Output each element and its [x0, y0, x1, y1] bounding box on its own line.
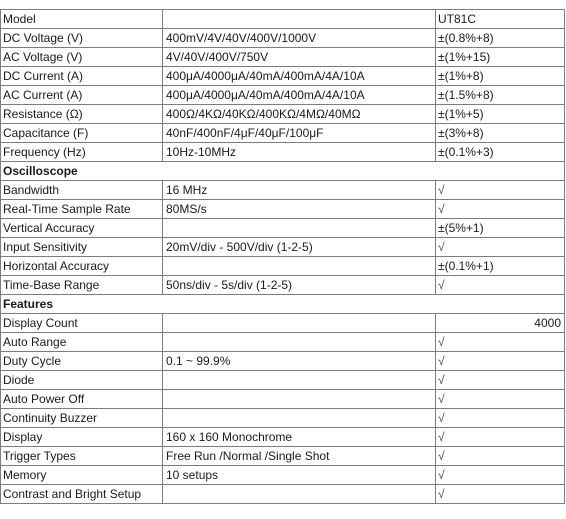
- table-row: [1, 447, 565, 466]
- row-label: Real-Time Sample Rate: [1, 200, 163, 219]
- table-row: [1, 29, 565, 48]
- table-row: [1, 314, 565, 333]
- row-range: [163, 485, 436, 504]
- table-row: [1, 352, 565, 371]
- row-value: ±(5%+1): [436, 219, 565, 238]
- row-value: ±(0.1%+3): [436, 143, 565, 162]
- row-value: UT81C: [436, 10, 565, 29]
- row-label: Display: [1, 428, 163, 447]
- row-range: [163, 257, 436, 276]
- row-value: √: [436, 276, 565, 295]
- row-value: √: [436, 409, 565, 428]
- row-label: Model: [1, 10, 163, 29]
- row-value: ±(0.1%+1): [436, 257, 565, 276]
- table-row: [1, 333, 565, 352]
- table-row: [1, 181, 565, 200]
- row-label: Vertical Accuracy: [1, 219, 163, 238]
- row-label: Horizontal Accuracy: [1, 257, 163, 276]
- table-row: [1, 466, 565, 485]
- table-row: [1, 124, 565, 143]
- row-value: √: [436, 485, 565, 504]
- section-header-row: [1, 295, 565, 314]
- row-label: Display Count: [1, 314, 163, 333]
- row-range: 16 MHz: [163, 181, 436, 200]
- row-value: ±(0.8%+8): [436, 29, 565, 48]
- row-label: Frequency (Hz): [1, 143, 163, 162]
- row-label: Memory: [1, 466, 163, 485]
- table-row: [1, 257, 565, 276]
- row-label: Time-Base Range: [1, 276, 163, 295]
- row-value: 4000: [436, 314, 565, 333]
- specification-table: [0, 9, 565, 504]
- row-value: √: [436, 428, 565, 447]
- row-value: √: [436, 447, 565, 466]
- row-label: Contrast and Bright Setup: [1, 485, 163, 504]
- row-label: Auto Range: [1, 333, 163, 352]
- row-label: Input Sensitivity: [1, 238, 163, 257]
- row-range: [163, 314, 436, 333]
- table-row: [1, 276, 565, 295]
- table-row: [1, 409, 565, 428]
- row-range: 400Ω/4KΩ/40KΩ/400KΩ/4MΩ/40MΩ: [163, 105, 436, 124]
- table-row: [1, 10, 565, 29]
- row-value: √: [436, 333, 565, 352]
- section-header-row: [1, 162, 565, 181]
- table-row: [1, 371, 565, 390]
- row-range: [163, 333, 436, 352]
- row-range: Free Run /Normal /Single Shot: [163, 447, 436, 466]
- row-range: [163, 390, 436, 409]
- row-value: √: [436, 200, 565, 219]
- row-range: 50ns/div - 5s/div (1-2-5): [163, 276, 436, 295]
- row-range: [163, 10, 436, 29]
- table-row: [1, 238, 565, 257]
- row-range: 0.1 ~ 99.9%: [163, 352, 436, 371]
- row-value: ±(1%+8): [436, 67, 565, 86]
- row-range: 400mV/4V/40V/400V/1000V: [163, 29, 436, 48]
- table-row: [1, 48, 565, 67]
- table-row: [1, 390, 565, 409]
- row-value: √: [436, 238, 565, 257]
- row-label: DC Voltage (V): [1, 29, 163, 48]
- row-value: ±(3%+8): [436, 124, 565, 143]
- table-row: [1, 143, 565, 162]
- row-range: 20mV/div - 500V/div (1-2-5): [163, 238, 436, 257]
- row-range: 4V/40V/400V/750V: [163, 48, 436, 67]
- row-label: AC Voltage (V): [1, 48, 163, 67]
- table-row: [1, 67, 565, 86]
- table-row: [1, 485, 565, 504]
- row-range: 80MS/s: [163, 200, 436, 219]
- row-range: 40nF/400nF/4μF/40μF/100μF: [163, 124, 436, 143]
- row-range: 10 setups: [163, 466, 436, 485]
- section-header-oscilloscope: Oscilloscope: [1, 162, 565, 181]
- row-value: ±(1%+15): [436, 48, 565, 67]
- row-label: AC Current (A): [1, 86, 163, 105]
- row-value: √: [436, 466, 565, 485]
- row-label: Continuity Buzzer: [1, 409, 163, 428]
- table-row: [1, 105, 565, 124]
- section-header-features: Features: [1, 295, 565, 314]
- row-range: 160 x 160 Monochrome: [163, 428, 436, 447]
- table-row: [1, 200, 565, 219]
- row-value: √: [436, 352, 565, 371]
- row-range: [163, 409, 436, 428]
- row-range: [163, 219, 436, 238]
- row-label: Auto Power Off: [1, 390, 163, 409]
- row-label: Trigger Types: [1, 447, 163, 466]
- row-value: √: [436, 181, 565, 200]
- table-row: [1, 428, 565, 447]
- row-range: [163, 371, 436, 390]
- row-label: Duty Cycle: [1, 352, 163, 371]
- row-range: 400μA/4000μA/40mA/400mA/4A/10A: [163, 67, 436, 86]
- row-value: √: [436, 390, 565, 409]
- row-range: 400μA/4000μA/40mA/400mA/4A/10A: [163, 86, 436, 105]
- row-value: √: [436, 371, 565, 390]
- row-label: Resistance (Ω): [1, 105, 163, 124]
- row-label: Bandwidth: [1, 181, 163, 200]
- row-label: Diode: [1, 371, 163, 390]
- row-value: ±(1.5%+8): [436, 86, 565, 105]
- table-row: [1, 86, 565, 105]
- row-value: ±(1%+5): [436, 105, 565, 124]
- row-label: Capacitance (F): [1, 124, 163, 143]
- row-label: DC Current (A): [1, 67, 163, 86]
- row-range: 10Hz-10MHz: [163, 143, 436, 162]
- table-row: [1, 219, 565, 238]
